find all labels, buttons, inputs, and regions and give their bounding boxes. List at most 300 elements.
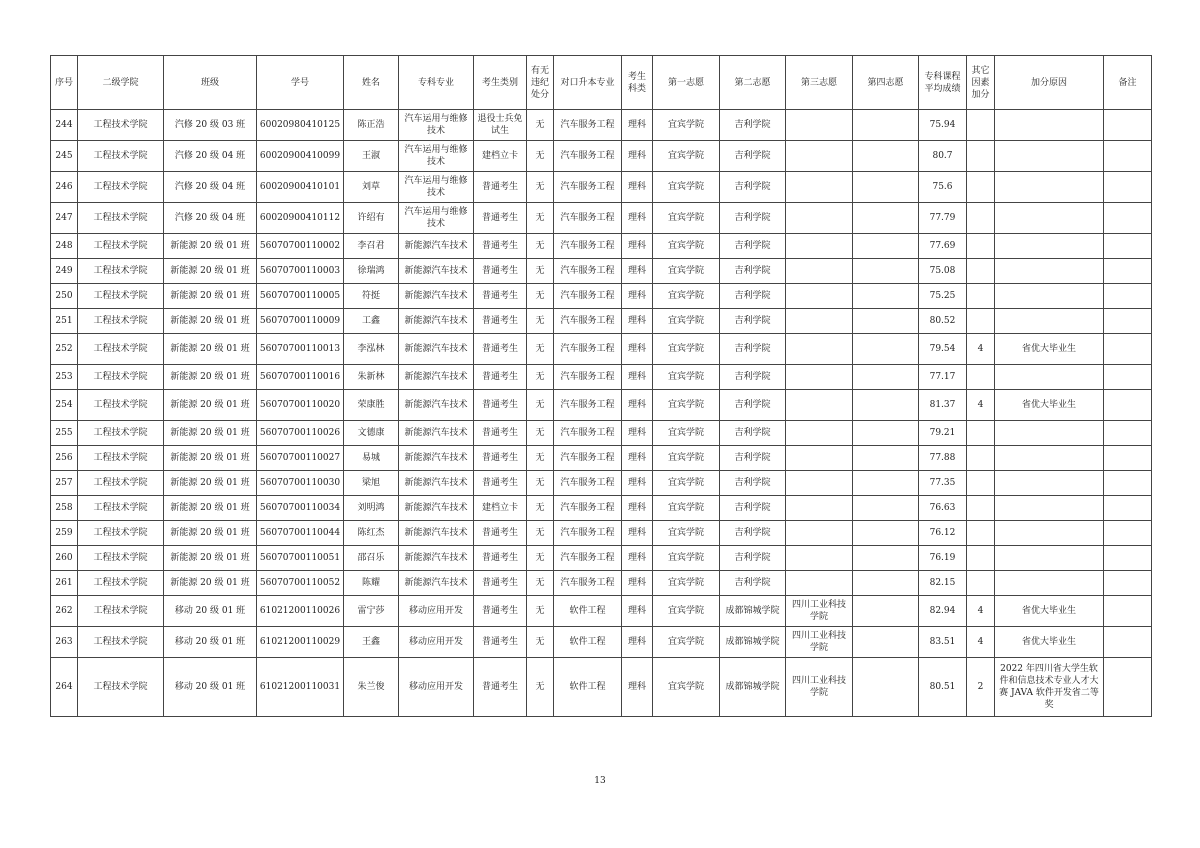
cell-discipline: 无 — [527, 334, 554, 365]
cell-choice-4 — [853, 234, 919, 259]
cell-choice-1: 宜宾学院 — [653, 365, 720, 390]
cell-remarks — [1104, 446, 1152, 471]
cell-major: 移动应用开发 — [399, 596, 474, 627]
cell-choice-3 — [786, 521, 853, 546]
cell-subject: 理科 — [622, 446, 653, 471]
cell-discipline: 无 — [527, 259, 554, 284]
header-subject: 考生科类 — [622, 56, 653, 110]
cell-remarks — [1104, 390, 1152, 421]
cell-choice-4 — [853, 571, 919, 596]
cell-major: 新能源汽车技术 — [399, 496, 474, 521]
cell-choice-1: 宜宾学院 — [653, 110, 720, 141]
cell-choice-3 — [786, 446, 853, 471]
cell-average-score: 81.37 — [919, 390, 967, 421]
header-category: 考生类别 — [474, 56, 527, 110]
cell-choice-1: 宜宾学院 — [653, 203, 720, 234]
cell-discipline: 无 — [527, 421, 554, 446]
cell-class: 移动 20 级 01 班 — [164, 658, 257, 717]
cell-class: 移动 20 级 01 班 — [164, 596, 257, 627]
cell-average-score: 77.79 — [919, 203, 967, 234]
cell-college: 工程技术学院 — [78, 309, 164, 334]
cell-name: 王淑 — [344, 141, 399, 172]
cell-bonus-reason — [995, 203, 1104, 234]
cell-discipline: 无 — [527, 110, 554, 141]
cell-target-major: 汽车服务工程 — [554, 284, 622, 309]
cell-remarks — [1104, 496, 1152, 521]
cell-choice-2: 吉利学院 — [720, 259, 786, 284]
table-row — [51, 234, 1152, 259]
cell-remarks — [1104, 110, 1152, 141]
cell-choice-2: 吉利学院 — [720, 421, 786, 446]
cell-subject: 理科 — [622, 471, 653, 496]
cell-major: 新能源汽车技术 — [399, 571, 474, 596]
table-row — [51, 259, 1152, 284]
cell-class: 新能源 20 级 01 班 — [164, 546, 257, 571]
cell-major: 新能源汽车技术 — [399, 446, 474, 471]
cell-bonus-points — [967, 496, 995, 521]
header-bonus-points: 其它因素加分 — [967, 56, 995, 110]
cell-target-major: 汽车服务工程 — [554, 172, 622, 203]
cell-college: 工程技术学院 — [78, 627, 164, 658]
cell-choice-4 — [853, 546, 919, 571]
cell-subject: 理科 — [622, 521, 653, 546]
cell-class: 新能源 20 级 01 班 — [164, 234, 257, 259]
cell-choice-4 — [853, 521, 919, 546]
header-target-major: 对口升本专业 — [554, 56, 622, 110]
cell-category: 普通考生 — [474, 234, 527, 259]
cell-index: 261 — [51, 571, 78, 596]
cell-index: 262 — [51, 596, 78, 627]
cell-choice-1: 宜宾学院 — [653, 471, 720, 496]
cell-bonus-reason: 省优大毕业生 — [995, 627, 1104, 658]
cell-choice-4 — [853, 496, 919, 521]
cell-category: 退役士兵免试生 — [474, 110, 527, 141]
cell-index: 258 — [51, 496, 78, 521]
cell-name: 符挺 — [344, 284, 399, 309]
cell-remarks — [1104, 521, 1152, 546]
cell-category: 普通考生 — [474, 471, 527, 496]
cell-target-major: 汽车服务工程 — [554, 110, 622, 141]
cell-class: 新能源 20 级 01 班 — [164, 471, 257, 496]
table-row — [51, 446, 1152, 471]
cell-choice-3 — [786, 141, 853, 172]
cell-student-id: 56070700110013 — [257, 334, 344, 365]
cell-target-major: 汽车服务工程 — [554, 234, 622, 259]
cell-subject: 理科 — [622, 421, 653, 446]
cell-bonus-reason: 省优大毕业生 — [995, 596, 1104, 627]
cell-major: 移动应用开发 — [399, 658, 474, 717]
cell-subject: 理科 — [622, 284, 653, 309]
cell-choice-1: 宜宾学院 — [653, 421, 720, 446]
cell-bonus-reason — [995, 546, 1104, 571]
cell-class: 移动 20 级 01 班 — [164, 627, 257, 658]
cell-category: 建档立卡 — [474, 141, 527, 172]
cell-name: 许绍有 — [344, 203, 399, 234]
cell-subject: 理科 — [622, 334, 653, 365]
cell-subject: 理科 — [622, 546, 653, 571]
cell-category: 普通考生 — [474, 259, 527, 284]
cell-college: 工程技术学院 — [78, 596, 164, 627]
table-row — [51, 521, 1152, 546]
cell-major: 新能源汽车技术 — [399, 284, 474, 309]
cell-category: 普通考生 — [474, 334, 527, 365]
cell-bonus-reason — [995, 284, 1104, 309]
cell-bonus-reason — [995, 172, 1104, 203]
cell-index: 260 — [51, 546, 78, 571]
cell-student-id: 56070700110051 — [257, 546, 344, 571]
cell-choice-4 — [853, 141, 919, 172]
cell-choice-4 — [853, 471, 919, 496]
admission-table — [50, 55, 1152, 717]
cell-name: 荣康胜 — [344, 390, 399, 421]
cell-name: 朱新林 — [344, 365, 399, 390]
cell-subject: 理科 — [622, 571, 653, 596]
cell-choice-1: 宜宾学院 — [653, 571, 720, 596]
cell-subject: 理科 — [622, 627, 653, 658]
table-row — [51, 141, 1152, 172]
cell-choice-2: 吉利学院 — [720, 234, 786, 259]
cell-name: 易城 — [344, 446, 399, 471]
cell-average-score: 75.94 — [919, 110, 967, 141]
cell-category: 普通考生 — [474, 203, 527, 234]
cell-name: 刘草 — [344, 172, 399, 203]
cell-choice-1: 宜宾学院 — [653, 546, 720, 571]
cell-college: 工程技术学院 — [78, 390, 164, 421]
cell-college: 工程技术学院 — [78, 546, 164, 571]
cell-name: 文德康 — [344, 421, 399, 446]
cell-class: 新能源 20 级 01 班 — [164, 334, 257, 365]
cell-discipline: 无 — [527, 309, 554, 334]
cell-choice-4 — [853, 309, 919, 334]
header-choice-2: 第二志愿 — [720, 56, 786, 110]
cell-average-score: 82.15 — [919, 571, 967, 596]
cell-remarks — [1104, 471, 1152, 496]
cell-choice-1: 宜宾学院 — [653, 521, 720, 546]
cell-bonus-points — [967, 521, 995, 546]
cell-name: 朱兰俊 — [344, 658, 399, 717]
cell-bonus-points — [967, 203, 995, 234]
cell-choice-4 — [853, 365, 919, 390]
cell-target-major: 软件工程 — [554, 596, 622, 627]
cell-index: 257 — [51, 471, 78, 496]
document-sheet — [50, 55, 1151, 717]
cell-target-major: 汽车服务工程 — [554, 365, 622, 390]
cell-name: 陈正浩 — [344, 110, 399, 141]
cell-student-id: 60020980410125 — [257, 110, 344, 141]
cell-bonus-reason: 省优大毕业生 — [995, 390, 1104, 421]
cell-bonus-points — [967, 365, 995, 390]
table-row — [51, 627, 1152, 658]
cell-average-score: 79.21 — [919, 421, 967, 446]
cell-college: 工程技术学院 — [78, 259, 164, 284]
cell-target-major: 汽车服务工程 — [554, 309, 622, 334]
cell-student-id: 56070700110005 — [257, 284, 344, 309]
cell-category: 普通考生 — [474, 284, 527, 309]
cell-subject: 理科 — [622, 110, 653, 141]
table-header-row — [51, 56, 1152, 110]
cell-major: 新能源汽车技术 — [399, 421, 474, 446]
cell-subject: 理科 — [622, 390, 653, 421]
cell-discipline: 无 — [527, 521, 554, 546]
cell-target-major: 汽车服务工程 — [554, 521, 622, 546]
cell-major: 新能源汽车技术 — [399, 309, 474, 334]
cell-choice-3 — [786, 471, 853, 496]
cell-college: 工程技术学院 — [78, 172, 164, 203]
cell-choice-1: 宜宾学院 — [653, 496, 720, 521]
cell-student-id: 60020900410101 — [257, 172, 344, 203]
cell-major: 新能源汽车技术 — [399, 365, 474, 390]
cell-target-major: 汽车服务工程 — [554, 546, 622, 571]
cell-average-score: 75.25 — [919, 284, 967, 309]
cell-major: 汽车运用与维修技术 — [399, 141, 474, 172]
cell-class: 新能源 20 级 01 班 — [164, 390, 257, 421]
cell-choice-4 — [853, 203, 919, 234]
cell-discipline: 无 — [527, 658, 554, 717]
header-student-id: 学号 — [257, 56, 344, 110]
cell-bonus-reason — [995, 365, 1104, 390]
cell-major: 汽车运用与维修技术 — [399, 172, 474, 203]
cell-choice-4 — [853, 334, 919, 365]
cell-index: 263 — [51, 627, 78, 658]
cell-category: 普通考生 — [474, 546, 527, 571]
cell-average-score: 77.17 — [919, 365, 967, 390]
cell-choice-4 — [853, 446, 919, 471]
cell-average-score: 77.35 — [919, 471, 967, 496]
cell-target-major: 汽车服务工程 — [554, 259, 622, 284]
cell-class: 新能源 20 级 01 班 — [164, 446, 257, 471]
cell-bonus-reason — [995, 309, 1104, 334]
cell-choice-3 — [786, 234, 853, 259]
cell-target-major: 汽车服务工程 — [554, 496, 622, 521]
cell-bonus-reason: 省优大毕业生 — [995, 334, 1104, 365]
cell-subject: 理科 — [622, 234, 653, 259]
cell-bonus-points — [967, 141, 995, 172]
cell-bonus-points — [967, 110, 995, 141]
cell-remarks — [1104, 284, 1152, 309]
cell-index: 254 — [51, 390, 78, 421]
cell-choice-1: 宜宾学院 — [653, 141, 720, 172]
cell-major: 新能源汽车技术 — [399, 234, 474, 259]
cell-discipline: 无 — [527, 571, 554, 596]
cell-major: 新能源汽车技术 — [399, 521, 474, 546]
cell-category: 建档立卡 — [474, 496, 527, 521]
cell-average-score: 75.6 — [919, 172, 967, 203]
cell-choice-4 — [853, 596, 919, 627]
cell-choice-2: 吉利学院 — [720, 365, 786, 390]
cell-choice-2: 吉利学院 — [720, 471, 786, 496]
cell-choice-2: 成都锦城学院 — [720, 658, 786, 717]
cell-name: 雷宁莎 — [344, 596, 399, 627]
cell-class: 汽修 20 级 04 班 — [164, 141, 257, 172]
header-remarks: 备注 — [1104, 56, 1152, 110]
cell-class: 新能源 20 级 01 班 — [164, 259, 257, 284]
header-name: 姓名 — [344, 56, 399, 110]
header-major: 专科专业 — [399, 56, 474, 110]
cell-remarks — [1104, 234, 1152, 259]
cell-choice-3 — [786, 259, 853, 284]
cell-remarks — [1104, 658, 1152, 717]
cell-choice-2: 吉利学院 — [720, 141, 786, 172]
cell-target-major: 软件工程 — [554, 658, 622, 717]
cell-name: 李召君 — [344, 234, 399, 259]
table-row — [51, 334, 1152, 365]
cell-choice-2: 吉利学院 — [720, 446, 786, 471]
cell-average-score: 76.63 — [919, 496, 967, 521]
cell-student-id: 56070700110016 — [257, 365, 344, 390]
cell-bonus-points — [967, 571, 995, 596]
cell-discipline: 无 — [527, 627, 554, 658]
header-class: 班级 — [164, 56, 257, 110]
cell-category: 普通考生 — [474, 596, 527, 627]
cell-average-score: 77.69 — [919, 234, 967, 259]
cell-choice-2: 吉利学院 — [720, 571, 786, 596]
cell-average-score: 83.51 — [919, 627, 967, 658]
cell-bonus-points — [967, 446, 995, 471]
cell-discipline: 无 — [527, 203, 554, 234]
cell-remarks — [1104, 571, 1152, 596]
cell-class: 新能源 20 级 01 班 — [164, 571, 257, 596]
cell-choice-3 — [786, 496, 853, 521]
cell-remarks — [1104, 421, 1152, 446]
header-index: 序号 — [51, 56, 78, 110]
cell-target-major: 汽车服务工程 — [554, 571, 622, 596]
cell-choice-4 — [853, 172, 919, 203]
cell-bonus-reason — [995, 234, 1104, 259]
cell-category: 普通考生 — [474, 390, 527, 421]
table-row — [51, 110, 1152, 141]
cell-bonus-points: 2 — [967, 658, 995, 717]
cell-subject: 理科 — [622, 365, 653, 390]
cell-choice-1: 宜宾学院 — [653, 234, 720, 259]
cell-index: 246 — [51, 172, 78, 203]
cell-student-id: 56070700110027 — [257, 446, 344, 471]
cell-name: 梁旭 — [344, 471, 399, 496]
cell-student-id: 56070700110009 — [257, 309, 344, 334]
cell-name: 刘明鸿 — [344, 496, 399, 521]
cell-index: 251 — [51, 309, 78, 334]
cell-major: 移动应用开发 — [399, 627, 474, 658]
cell-index: 249 — [51, 259, 78, 284]
cell-choice-3 — [786, 284, 853, 309]
cell-choice-3 — [786, 421, 853, 446]
cell-remarks — [1104, 546, 1152, 571]
cell-target-major: 汽车服务工程 — [554, 390, 622, 421]
cell-choice-3 — [786, 172, 853, 203]
cell-college: 工程技术学院 — [78, 110, 164, 141]
cell-average-score: 82.94 — [919, 596, 967, 627]
cell-choice-1: 宜宾学院 — [653, 658, 720, 717]
cell-bonus-reason — [995, 521, 1104, 546]
cell-class: 新能源 20 级 01 班 — [164, 284, 257, 309]
cell-choice-2: 吉利学院 — [720, 334, 786, 365]
cell-class: 汽修 20 级 03 班 — [164, 110, 257, 141]
cell-index: 245 — [51, 141, 78, 172]
cell-target-major: 汽车服务工程 — [554, 141, 622, 172]
cell-student-id: 60020900410112 — [257, 203, 344, 234]
table-row — [51, 596, 1152, 627]
cell-choice-4 — [853, 390, 919, 421]
cell-choice-3 — [786, 334, 853, 365]
cell-choice-2: 吉利学院 — [720, 546, 786, 571]
cell-student-id: 56070700110030 — [257, 471, 344, 496]
cell-discipline: 无 — [527, 390, 554, 421]
cell-choice-2: 吉利学院 — [720, 172, 786, 203]
cell-index: 252 — [51, 334, 78, 365]
cell-choice-3 — [786, 365, 853, 390]
cell-choice-3: 四川工业科技学院 — [786, 658, 853, 717]
cell-choice-1: 宜宾学院 — [653, 309, 720, 334]
cell-subject: 理科 — [622, 658, 653, 717]
cell-bonus-points — [967, 284, 995, 309]
cell-class: 新能源 20 级 01 班 — [164, 365, 257, 390]
cell-category: 普通考生 — [474, 571, 527, 596]
cell-choice-1: 宜宾学院 — [653, 334, 720, 365]
cell-college: 工程技术学院 — [78, 571, 164, 596]
cell-discipline: 无 — [527, 546, 554, 571]
cell-remarks — [1104, 141, 1152, 172]
cell-name: 陈红杰 — [344, 521, 399, 546]
cell-name: 李泓林 — [344, 334, 399, 365]
cell-category: 普通考生 — [474, 365, 527, 390]
cell-category: 普通考生 — [474, 658, 527, 717]
cell-college: 工程技术学院 — [78, 365, 164, 390]
cell-choice-3: 四川工业科技学院 — [786, 596, 853, 627]
cell-major: 新能源汽车技术 — [399, 334, 474, 365]
cell-choice-2: 吉利学院 — [720, 110, 786, 141]
cell-subject: 理科 — [622, 203, 653, 234]
cell-target-major: 汽车服务工程 — [554, 471, 622, 496]
cell-college: 工程技术学院 — [78, 658, 164, 717]
cell-bonus-points — [967, 546, 995, 571]
cell-name: 陈耀 — [344, 571, 399, 596]
cell-index: 248 — [51, 234, 78, 259]
cell-college: 工程技术学院 — [78, 421, 164, 446]
cell-choice-4 — [853, 284, 919, 309]
cell-category: 普通考生 — [474, 521, 527, 546]
cell-index: 259 — [51, 521, 78, 546]
cell-target-major: 汽车服务工程 — [554, 421, 622, 446]
cell-choice-3: 四川工业科技学院 — [786, 627, 853, 658]
cell-bonus-points — [967, 172, 995, 203]
cell-bonus-reason — [995, 110, 1104, 141]
cell-student-id: 56070700110026 — [257, 421, 344, 446]
cell-bonus-points — [967, 421, 995, 446]
cell-choice-1: 宜宾学院 — [653, 390, 720, 421]
cell-student-id: 56070700110003 — [257, 259, 344, 284]
cell-subject: 理科 — [622, 259, 653, 284]
cell-student-id: 56070700110002 — [257, 234, 344, 259]
cell-choice-3 — [786, 390, 853, 421]
cell-college: 工程技术学院 — [78, 521, 164, 546]
header-discipline: 有无违纪处分 — [527, 56, 554, 110]
cell-choice-3 — [786, 571, 853, 596]
cell-index: 253 — [51, 365, 78, 390]
cell-college: 工程技术学院 — [78, 471, 164, 496]
cell-choice-2: 成都锦城学院 — [720, 627, 786, 658]
cell-category: 普通考生 — [474, 446, 527, 471]
cell-major: 汽车运用与维修技术 — [399, 110, 474, 141]
cell-bonus-points — [967, 259, 995, 284]
cell-choice-1: 宜宾学院 — [653, 172, 720, 203]
cell-bonus-reason — [995, 141, 1104, 172]
cell-category: 普通考生 — [474, 421, 527, 446]
cell-bonus-points — [967, 309, 995, 334]
cell-average-score: 77.88 — [919, 446, 967, 471]
cell-choice-3 — [786, 203, 853, 234]
cell-college: 工程技术学院 — [78, 334, 164, 365]
cell-remarks — [1104, 627, 1152, 658]
cell-category: 普通考生 — [474, 309, 527, 334]
